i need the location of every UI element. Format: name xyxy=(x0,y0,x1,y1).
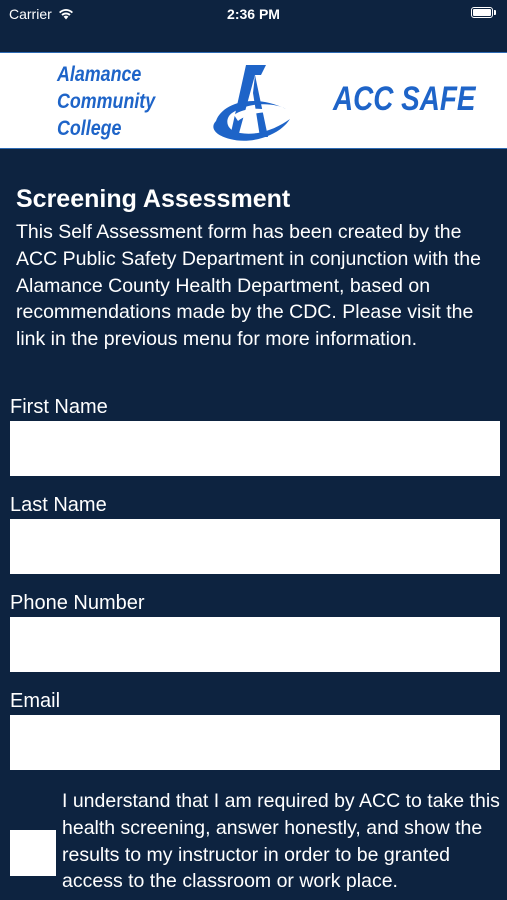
brand-title: ACC SAFE xyxy=(333,80,476,118)
college-name-line-2: Community xyxy=(57,90,156,113)
carrier-label: Carrier xyxy=(9,6,52,22)
college-name-line-1: Alamance xyxy=(57,63,142,86)
intro-text: This Self Assessment form has been created by the ACC Public Safety Department in conjunction with the Alamance County Health Department, based on recommendations made by the CDC. Please visit the link in the previous menu for more information. xyxy=(16,221,481,351)
battery-icon xyxy=(471,7,497,19)
email-field[interactable] xyxy=(10,715,500,770)
status-time: 2:36 PM xyxy=(227,6,280,22)
email-label: Email xyxy=(10,690,61,712)
college-name-line-3: College xyxy=(57,117,122,140)
first-name-field[interactable] xyxy=(10,421,500,476)
consent-checkbox[interactable] xyxy=(10,830,56,876)
last-name-field[interactable] xyxy=(10,519,500,574)
header-banner xyxy=(0,52,507,149)
page-title: Screening Assessment xyxy=(16,185,291,213)
battery-level xyxy=(473,9,491,16)
status-bar xyxy=(0,0,507,28)
college-name xyxy=(57,61,155,142)
phone-number-field[interactable] xyxy=(10,617,500,672)
phone-number-label: Phone Number xyxy=(10,592,145,614)
first-name-label: First Name xyxy=(10,396,108,418)
last-name-label: Last Name xyxy=(10,494,107,516)
acc-logo-icon xyxy=(208,59,298,145)
consent-text: I understand that I am required by ACC to take this health screening, answer honestly, and show the results to my instructor in order to be granted access to the classroom or work place. xyxy=(62,790,500,893)
